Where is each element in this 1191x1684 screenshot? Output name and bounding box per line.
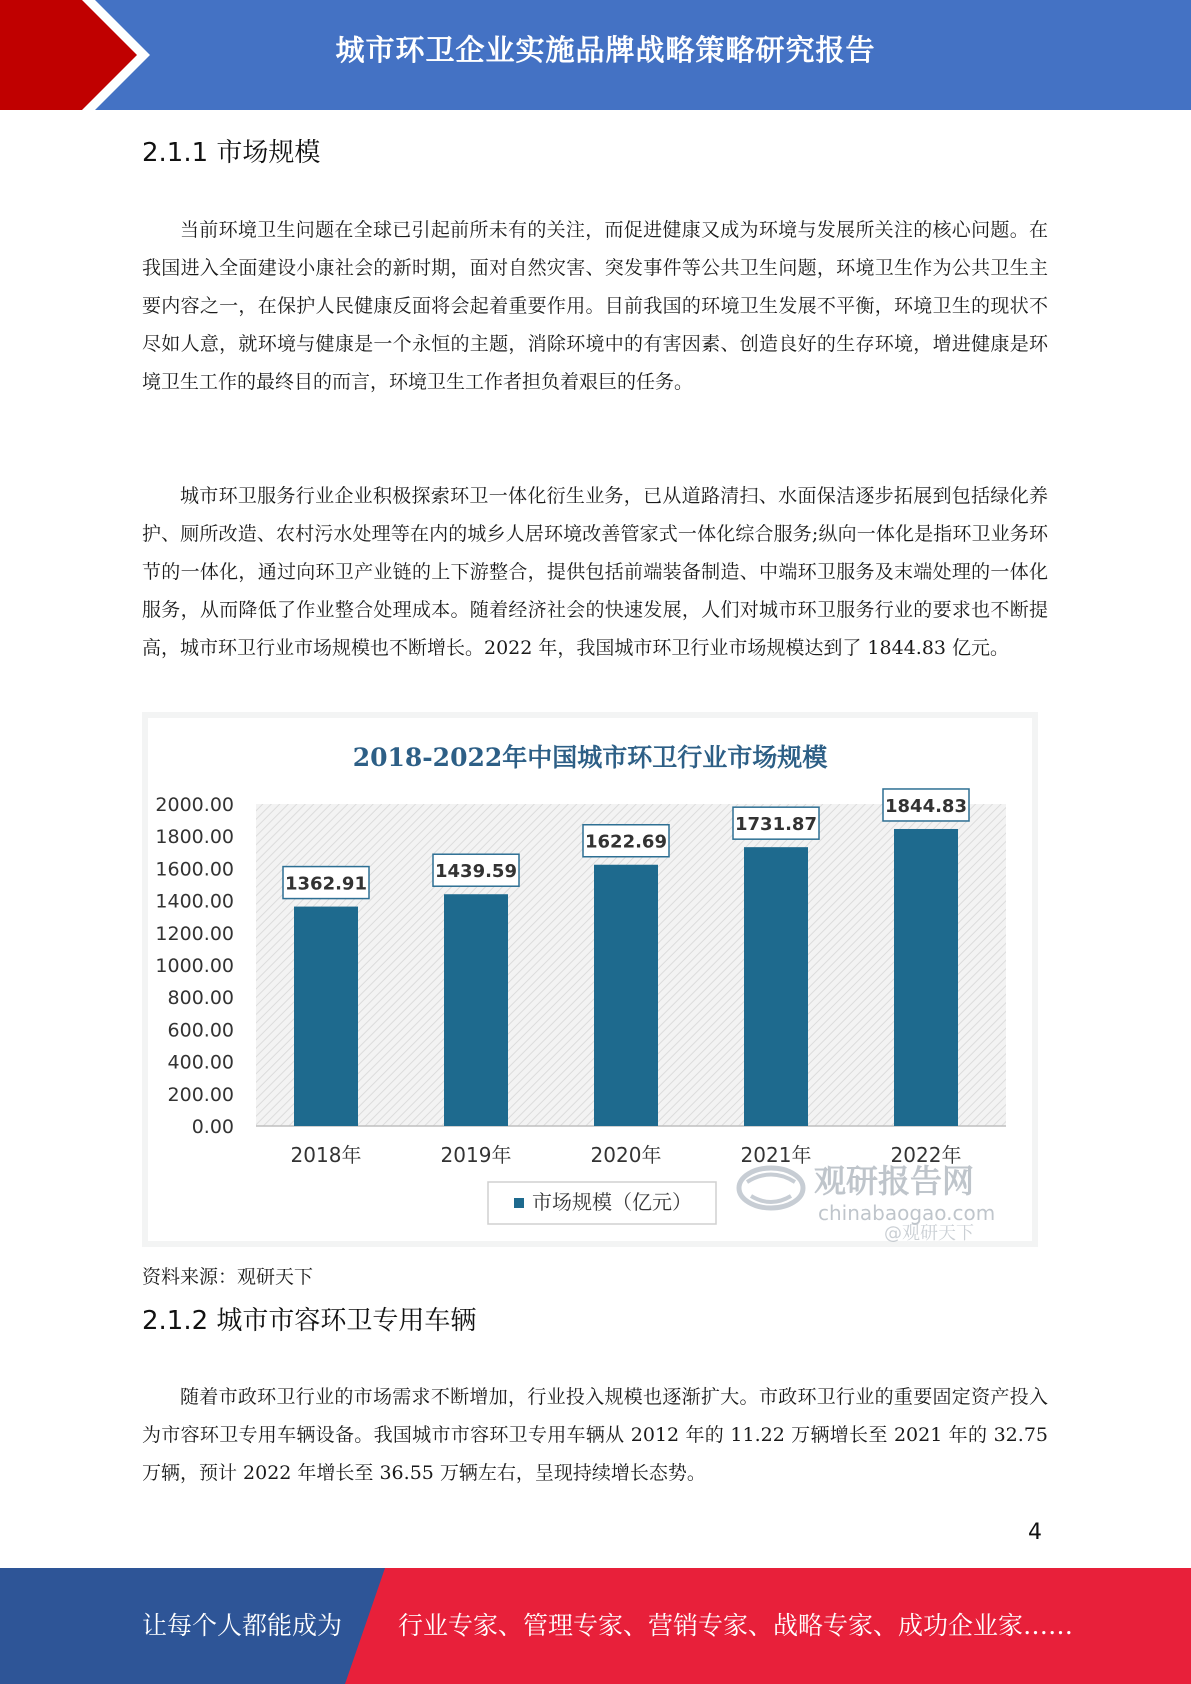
header-banner [0, 0, 1191, 110]
x-tick-label: 2020年 [590, 1143, 662, 1167]
market-size-chart [142, 712, 1038, 1247]
watermark-site: chinabaogao.com [818, 1201, 996, 1225]
y-tick-label: 0.00 [191, 1116, 234, 1138]
chart-legend [488, 1182, 716, 1224]
data-label: 1844.83 [885, 795, 967, 817]
paragraph-market-size-2: 城市环卫服务行业企业积极探索环卫一体化衍生业务，已从道路清扫、水面保洁逐步拓展到包括绿化养护、厕所改造、农村污水处理等在内的城乡人居环境改善管家式一体化综合服务;纵向一体化是指环卫业务环节的一体化，通过向环卫产业链的上下游整合，提供包括前端装备制造、中端环卫服务及末端处理的一体化服务，从而降低了作业整合处理成本。随着经济社会的快速发展，人们对城市环卫服务行业的要求也不断提高，城市环卫行业市场规模也不断增长。2022 年，我国城市环卫行业市场规模达到了 1844.83 亿元。 [142, 485, 1048, 659]
y-tick-label: 600.00 [167, 1019, 234, 1042]
x-tick-label: 2022年 [890, 1143, 962, 1167]
y-tick-label: 800.00 [167, 987, 234, 1010]
section-heading-market-size: 2.1.1 市场规模 [142, 138, 321, 168]
footer-slogan-left: 让每个人都能成为 [142, 1611, 343, 1640]
x-tick-label: 2019年 [440, 1143, 512, 1167]
report-title: 城市环卫企业实施品牌战略策略研究报告 [335, 33, 876, 67]
y-tick-label: 1000.00 [155, 955, 234, 977]
y-tick-label: 1200.00 [155, 922, 234, 945]
y-tick-label: 200.00 [167, 1083, 234, 1106]
bar [294, 907, 358, 1126]
chart-title: 2018-2022年中国城市环卫行业市场规模 [352, 743, 828, 772]
data-label: 1362.91 [285, 873, 367, 895]
chart-svg [142, 712, 1038, 1247]
bar [594, 865, 658, 1126]
x-tick-label: 2021年 [740, 1143, 812, 1167]
x-tick-label: 2018年 [290, 1143, 362, 1167]
legend-label: 市场规模（亿元） [532, 1190, 692, 1214]
bar [894, 829, 958, 1126]
y-tick-label: 1800.00 [155, 826, 234, 849]
data-label: 1622.69 [585, 831, 667, 853]
legend-swatch [514, 1198, 524, 1208]
y-tick-label: 1600.00 [155, 858, 234, 881]
page-number: 4 [1028, 1520, 1042, 1545]
footer-banner [0, 1568, 1191, 1684]
y-axis [155, 794, 234, 1138]
paragraph-market-size-1: 当前环境卫生问题在全球已引起前所未有的关注，而促进健康又成为环境与发展所关注的核心问题。在我国进入全面建设小康社会的新时期，面对自然灾害、突发事件等公共卫生问题，环境卫生作为公共卫生主要内容之一，在保护人民健康反面将会起着重要作用。目前我国的环境卫生发展不平衡，环境卫生的现状不尽如人意，就环境与健康是一个永恒的主题，消除环境中的有害因素、创造良好的生存环境，增进健康是环境卫生工作的最终目的而言，环境卫生工作者担负着艰巨的任务。 [142, 219, 1048, 393]
y-tick-label: 1400.00 [155, 890, 234, 913]
data-label: 1439.59 [435, 861, 517, 883]
watermark-handle: @观研天下 [884, 1223, 974, 1244]
watermark-brand: 观研报告网 [814, 1162, 975, 1200]
section-heading-special-vehicles: 2.1.2 城市市容环卫专用车辆 [142, 1306, 477, 1336]
chart-source-note: 资料来源：观研天下 [142, 1266, 314, 1288]
y-tick-label: 400.00 [167, 1051, 234, 1074]
y-tick-label: 2000.00 [155, 794, 234, 816]
paragraph-special-vehicles: 随着市政环卫行业的市场需求不断增加，行业投入规模也逐渐扩大。市政环卫行业的重要固定资产投入为市容环卫专用车辆设备。我国城市市容环卫专用车辆从 2012 年的 11.22 万辆增长至 2021 年的 32.75 万辆，预计 2022 年增长至 36.55 万辆左右，呈现持续增长态势。 [142, 1386, 1048, 1484]
bar [444, 894, 508, 1126]
bar [744, 847, 808, 1126]
footer-slogan-right: 行业专家、管理专家、营销专家、战略专家、成功企业家…… [398, 1611, 1074, 1640]
data-label: 1731.87 [735, 814, 817, 836]
